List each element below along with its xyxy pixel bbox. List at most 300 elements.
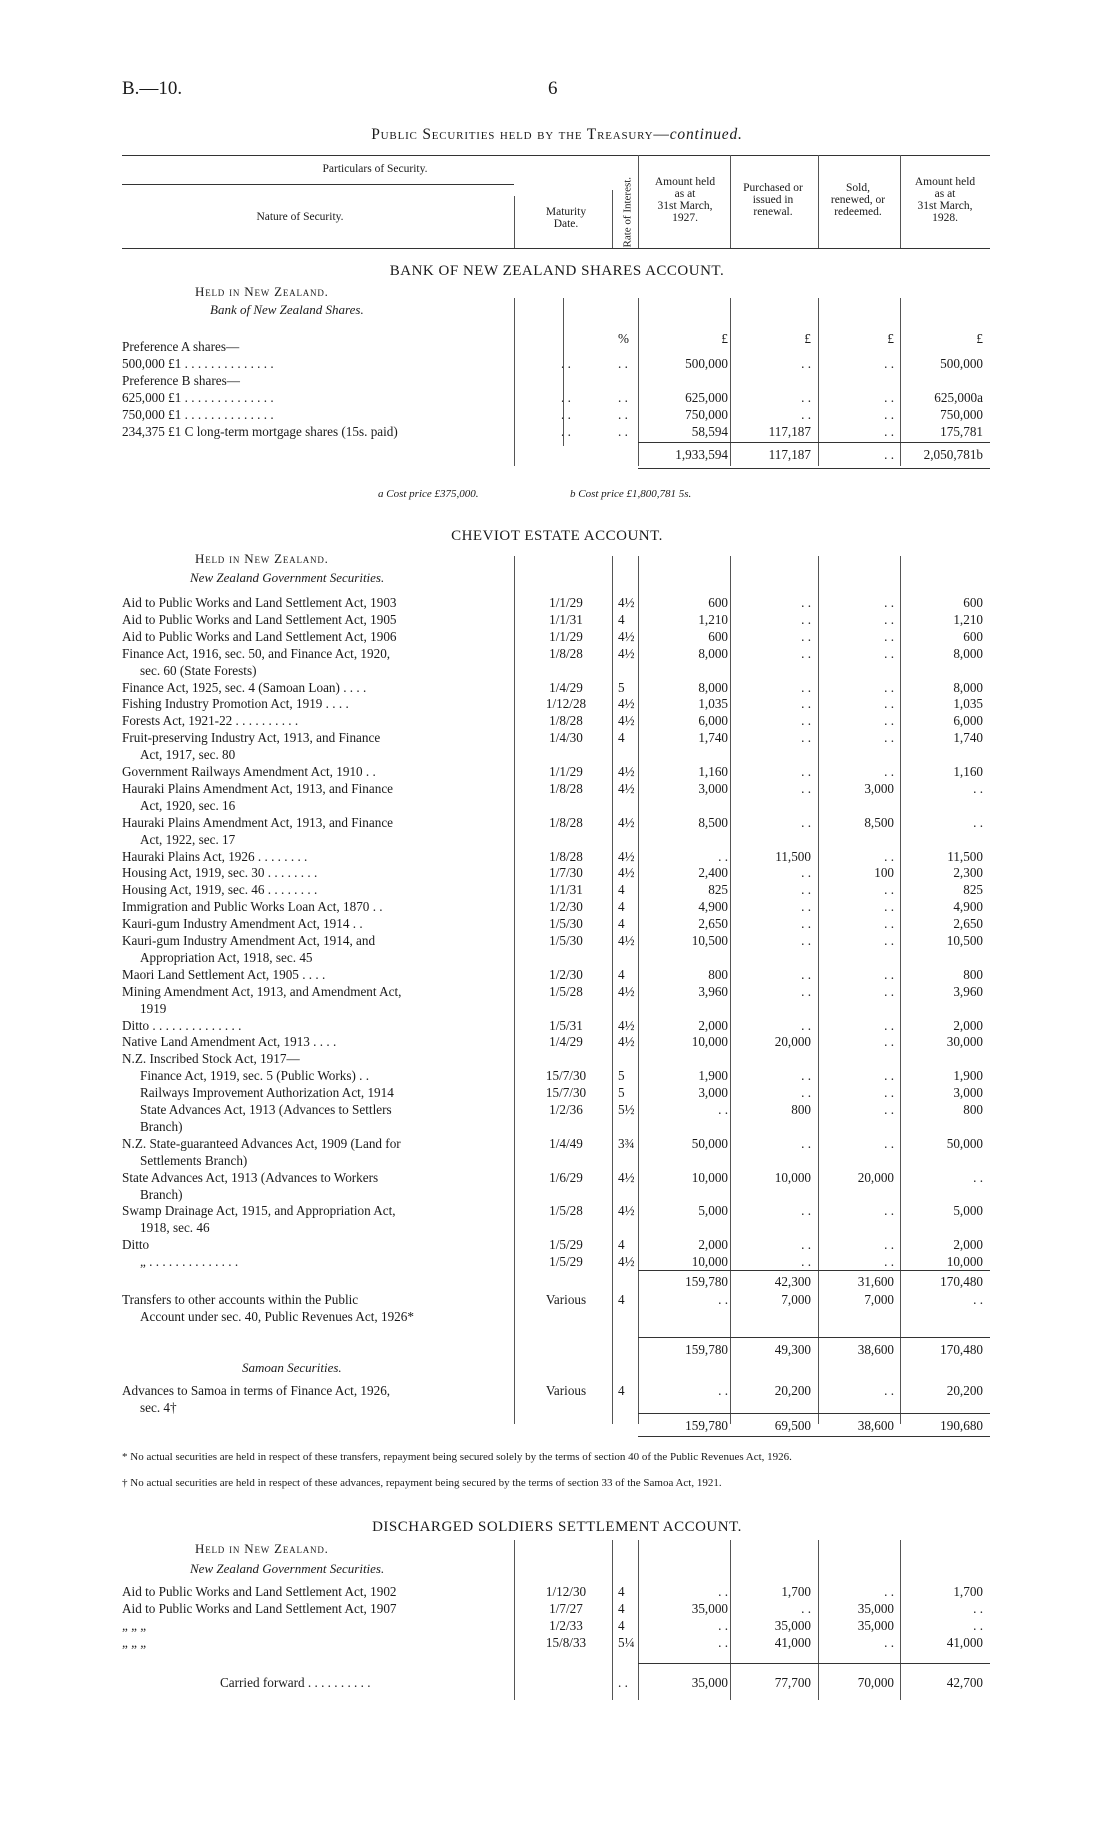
cell-sold: . . (884, 1635, 894, 1650)
table-row (0, 848, 1114, 865)
cell-held-1928: 825 (963, 882, 983, 898)
cell-held-1927: . . (718, 1292, 728, 1307)
cell-held-1928: 1,160 (953, 764, 983, 779)
held-heading-cheviot: Held in New Zealand. (195, 551, 329, 566)
cell-held-1928: . . (973, 814, 983, 830)
cell-maturity: . . (561, 390, 571, 405)
cell-purchased: 800 (791, 1102, 811, 1117)
cell-nature: Maori Land Settlement Act, 1905 . . . . (122, 966, 326, 982)
header-held-1928-line4: 1928. (932, 212, 958, 224)
header-particulars: Particulars of Security. (322, 163, 428, 175)
cell-nature: Hauraki Plains Act, 1926 . . . . . . . . (122, 848, 308, 864)
table-row (0, 645, 1114, 662)
section-title-cheviot: CHEVIOT ESTATE ACCOUNT. (451, 528, 663, 544)
table-row (0, 1202, 1114, 1219)
cell-nature: Finance Act, 1925, sec. 4 (Samoan Loan) . . . . (122, 679, 367, 695)
table-title (0, 126, 1114, 144)
cell-held-1928: 625,000a (934, 390, 983, 405)
cell-purchased: . . (801, 966, 811, 982)
cell-nature-cont: Act, 1922, sec. 17 (140, 831, 236, 847)
cell-maturity: 1/2/30 (549, 966, 583, 982)
cell-rate: 5 (618, 1085, 625, 1101)
cell-held-1928: 3,960 (953, 983, 983, 999)
table-row (0, 814, 1114, 831)
cell-held-1928: 600 (963, 595, 983, 610)
cell-maturity: 15/8/33 (545, 1635, 587, 1650)
unit-rate: % (618, 331, 629, 346)
cell-held-1928: 41,000 (946, 1635, 983, 1650)
cell-sold: . . (884, 1068, 894, 1084)
cell-nature-cont: „ . . . . . . . . . . . . . . (140, 1254, 239, 1270)
cell-held-1928: 4,900 (953, 899, 983, 915)
cell-held-1927: 159,780 (685, 1342, 728, 1357)
cheviot-total-row (0, 1417, 1114, 1434)
cell-held-1927: 500,000 (685, 356, 728, 371)
cell-held-1928: 1,700 (953, 1584, 983, 1599)
cell-rate: 4½ (618, 696, 635, 712)
cell-maturity: 1/6/29 (549, 1169, 583, 1185)
table-row (0, 372, 1114, 389)
cell-maturity: 1/1/29 (549, 628, 583, 644)
cell-maturity: 1/4/30 (549, 730, 583, 746)
cell-purchased: . . (801, 933, 811, 948)
table-row (0, 864, 1114, 881)
cell-rate: 4½ (618, 713, 635, 729)
cell-sold: . . (884, 1085, 894, 1101)
cell-nature: Transfers to other accounts within the Public (122, 1292, 359, 1307)
unit-held-1928: £ (976, 331, 983, 346)
unit-held-1927: £ (721, 331, 728, 346)
cell-held-1927: 3,000 (698, 780, 728, 796)
cell-held-1927: . . (718, 1383, 728, 1398)
cell-held-1927: 1,933,594 (675, 447, 728, 462)
cell-maturity: 15/7/30 (545, 1085, 587, 1101)
cell-purchased: . . (801, 1017, 811, 1033)
cell-rate: 4½ (618, 1203, 635, 1219)
cell-sold: 35,000 (857, 1618, 894, 1633)
table-row (0, 712, 1114, 729)
table-row (0, 1253, 1114, 1270)
table-row (0, 797, 1114, 814)
cell-nature: Housing Act, 1919, sec. 46 . . . . . . . . (122, 882, 318, 898)
table-row (0, 338, 1114, 355)
table-row (0, 1634, 1114, 1651)
cell-sold: 3,000 (864, 780, 894, 796)
cell-held-1927: 1,160 (698, 764, 728, 779)
cell-held-1927: 2,650 (698, 916, 728, 932)
unit-sold: £ (887, 331, 894, 346)
table-row (0, 1169, 1114, 1186)
cell-maturity: 1/5/28 (549, 1203, 583, 1219)
table-row (0, 1033, 1114, 1050)
cell-held-1928: 190,680 (940, 1418, 983, 1433)
cell-held-1927: . . (718, 1584, 728, 1599)
cell-sold: 20,000 (857, 1169, 894, 1185)
cell-maturity: . . (561, 424, 571, 439)
cell-purchased: 7,000 (781, 1292, 811, 1307)
table-row (0, 1067, 1114, 1084)
header-sold-line2: renewed, or (830, 194, 886, 206)
cell-purchased: . . (801, 1085, 811, 1101)
table-row (0, 746, 1114, 763)
cell-held-1927: . . (718, 1635, 728, 1650)
table-row (0, 881, 1114, 898)
cell-held-1927: 10,000 (691, 1254, 728, 1270)
page-number: 6 (548, 78, 558, 99)
cell-held-1927: 6,000 (698, 713, 728, 729)
cell-maturity: 1/12/30 (545, 1584, 587, 1599)
cell-sold: . . (884, 1102, 894, 1117)
cell-held-1928: . . (973, 1292, 983, 1307)
cell-maturity: . . (561, 356, 571, 371)
cell-rate: 4 (618, 1383, 625, 1398)
cell-sold: . . (884, 611, 894, 627)
table-row (0, 389, 1114, 406)
cell-rate: . . (618, 1675, 628, 1690)
cheviot-subtotal2-row (0, 1341, 1114, 1358)
table-row (0, 763, 1114, 780)
cell-held-1927: 35,000 (691, 1675, 728, 1690)
cell-purchased: 20,000 (774, 1034, 811, 1050)
cell-held-1928: 11,500 (947, 848, 983, 864)
cell-held-1928: 600 (963, 628, 983, 644)
cell-held-1928: 500,000 (940, 356, 983, 371)
cell-nature: Aid to Public Works and Land Settlement Act, 1907 (122, 1601, 397, 1616)
cell-sold: . . (884, 407, 894, 422)
cell-nature: Fishing Industry Promotion Act, 1919 . . . . (122, 696, 349, 712)
header-held-1927 (640, 176, 730, 224)
cell-maturity: . . (561, 407, 571, 422)
cell-held-1927: . . (718, 848, 728, 864)
table-row (0, 966, 1114, 983)
carried-forward-label: Carried forward . . . . . . . . . . (220, 1675, 371, 1690)
table-row (0, 1186, 1114, 1203)
samoa-row (0, 1382, 1114, 1399)
cell-rate: 4½ (618, 1254, 635, 1270)
header-held-1928-line2: as at (934, 188, 956, 200)
cell-purchased: 42,300 (774, 1274, 811, 1289)
cell-purchased: 41,000 (774, 1635, 811, 1650)
cell-rate: 5 (618, 679, 625, 695)
cell-held-1928: . . (973, 1169, 983, 1185)
cell-held-1928: 2,650 (953, 916, 983, 932)
cell-held-1928: 10,000 (946, 1254, 983, 1270)
cell-purchased: . . (801, 390, 811, 405)
cell-purchased: . . (801, 899, 811, 915)
cell-nature: 234,375 £1 C long-term mortgage shares (15s. paid) (122, 424, 398, 439)
table-row (0, 1583, 1114, 1600)
cell-maturity: 1/5/29 (549, 1237, 583, 1253)
table-row (0, 898, 1114, 915)
cell-rate: 4½ (618, 865, 635, 881)
cell-purchased: . . (801, 1135, 811, 1151)
cell-held-1927: 8,000 (698, 645, 728, 661)
table-row (0, 594, 1114, 611)
cell-purchased: . . (801, 865, 811, 881)
cell-rate: 4½ (618, 848, 635, 864)
cell-purchased: . . (801, 595, 811, 610)
cell-sold: 8,500 (864, 814, 894, 830)
cell-held-1927: 8,500 (698, 814, 728, 830)
cell-rate: 4½ (618, 645, 635, 661)
table-row (0, 406, 1114, 423)
cell-rate: 4 (618, 882, 625, 898)
header-held-1927-line2: as at (674, 188, 696, 200)
cell-held-1927: 1,210 (698, 611, 728, 627)
cell-purchased: . . (801, 1068, 811, 1084)
cell-nature: N.Z. Inscribed Stock Act, 1917— (122, 1051, 300, 1067)
cell-nature: N.Z. State-guaranteed Advances Act, 1909 (Land for (122, 1135, 401, 1151)
cell-rate: 4½ (618, 814, 635, 830)
cell-purchased: . . (801, 916, 811, 932)
cell-nature: Aid to Public Works and Land Settlement Act, 1905 (122, 611, 397, 627)
cell-sold: . . (884, 1383, 894, 1398)
cell-nature: Finance Act, 1916, sec. 50, and Finance Act, 1920, (122, 645, 391, 661)
cell-held-1927: 159,780 (685, 1274, 728, 1289)
cell-held-1927: 1,035 (698, 696, 728, 712)
cell-purchased: 77,700 (774, 1675, 811, 1690)
cell-nature-cont: Branch) (140, 1118, 183, 1134)
cell-held-1928: 5,000 (953, 1203, 983, 1219)
table-row (0, 695, 1114, 712)
cell-nature: Housing Act, 1919, sec. 30 . . . . . . . . (122, 865, 318, 881)
table-row (0, 1000, 1114, 1017)
cell-maturity: 1/5/30 (549, 933, 583, 948)
header-purchased-line3: renewal. (753, 206, 793, 218)
cell-sold: . . (884, 1237, 894, 1253)
cell-held-1928: . . (973, 780, 983, 796)
header-purchased-line1: Purchased or (743, 182, 803, 194)
note-b: b Cost price £1,800,781 5s. (570, 488, 692, 500)
cell-sold: . . (884, 696, 894, 712)
cell-nature-cont: Act, 1917, sec. 80 (140, 747, 236, 763)
cell-sold: . . (884, 882, 894, 898)
cell-purchased: . . (801, 730, 811, 746)
cell-sold: . . (884, 679, 894, 695)
table-row (0, 662, 1114, 679)
cell-held-1927: 50,000 (691, 1135, 728, 1151)
header-maturity-line2: Date. (553, 218, 579, 230)
cell-rate: 4½ (618, 628, 635, 644)
cell-maturity: 1/2/36 (549, 1102, 583, 1117)
cell-rate: 5½ (618, 1102, 635, 1117)
cell-held-1928: 50,000 (946, 1135, 983, 1151)
cell-held-1928: 800 (963, 966, 983, 982)
cell-nature: Kauri-gum Industry Amendment Act, 1914 . . (122, 916, 363, 932)
cell-maturity: 1/12/28 (545, 696, 587, 712)
table-row (0, 423, 1114, 440)
cell-purchased: . . (801, 764, 811, 779)
cell-purchased: . . (801, 983, 811, 999)
header-sold (816, 182, 900, 218)
header-held-1928-line1: Amount held (914, 176, 976, 188)
held-heading-soldiers: Held in New Zealand. (195, 1541, 329, 1556)
cell-sold: . . (884, 730, 894, 746)
cell-held-1928: 10,500 (946, 933, 983, 948)
cell-purchased: . . (801, 814, 811, 830)
cell-rate: 4 (618, 1237, 625, 1253)
cell-nature: Preference B shares— (122, 373, 240, 388)
cell-rate: 3¾ (618, 1135, 635, 1151)
header-maturity (528, 206, 604, 230)
cell-rate: 4 (618, 611, 625, 627)
cell-purchased: . . (801, 780, 811, 796)
cell-sold: . . (884, 1584, 894, 1599)
table-row (0, 1135, 1114, 1152)
cell-rate: . . (618, 424, 628, 439)
cell-held-1928: 2,300 (953, 865, 983, 881)
cell-held-1927: 10,500 (691, 933, 728, 948)
cell-nature: Fruit-preserving Industry Act, 1913, and Finance (122, 730, 381, 746)
header-held-1928 (902, 176, 988, 224)
cell-held-1927: 3,000 (698, 1085, 728, 1101)
cell-held-1927: 35,000 (691, 1601, 728, 1616)
cell-sold: 38,600 (857, 1342, 894, 1357)
cell-maturity: 1/4/29 (549, 1034, 583, 1050)
cell-held-1928: 800 (963, 1102, 983, 1117)
cell-nature-cont: sec. 60 (State Forests) (140, 662, 257, 678)
bank-total-row (0, 446, 1114, 463)
table-row (0, 628, 1114, 645)
cell-purchased: . . (801, 407, 811, 422)
cell-held-1927: 1,900 (698, 1068, 728, 1084)
cell-held-1928: 170,480 (940, 1342, 983, 1357)
cell-sold: . . (884, 1254, 894, 1270)
table-row (0, 1617, 1114, 1634)
cell-purchased: . . (801, 645, 811, 661)
header-rate: Rate of Interest. (621, 176, 634, 248)
cell-maturity: 1/8/28 (549, 645, 583, 661)
cell-rate: 5¼ (618, 1635, 635, 1650)
cell-rate: 4 (618, 1584, 625, 1599)
table-row (0, 932, 1114, 949)
cell-nature: Preference A shares— (122, 339, 240, 354)
cell-held-1928: 1,900 (953, 1068, 983, 1084)
cell-purchased: . . (801, 713, 811, 729)
table-row (0, 679, 1114, 696)
cell-nature: Government Railways Amendment Act, 1910 . . (122, 764, 376, 779)
cell-sold: . . (884, 713, 894, 729)
cell-purchased: . . (801, 1254, 811, 1270)
cell-held-1928: 8,000 (953, 645, 983, 661)
cell-nature-cont: Settlements Branch) (140, 1152, 248, 1168)
cell-rate: 4½ (618, 1169, 635, 1185)
header-purchased (728, 182, 818, 218)
cell-nature: 500,000 £1 . . . . . . . . . . . . . . (122, 356, 274, 371)
cell-rate: 4 (618, 1292, 625, 1307)
header-held-1927-line1: Amount held (654, 176, 716, 188)
cell-maturity: 15/7/30 (545, 1068, 587, 1084)
cell-rate: 5 (618, 1068, 625, 1084)
cell-nature: 625,000 £1 . . . . . . . . . . . . . . (122, 390, 274, 405)
cell-held-1927: . . (718, 1102, 728, 1117)
cell-rate: 4½ (618, 764, 635, 779)
carried-forward-row (0, 1674, 1114, 1691)
cell-rate: . . (618, 390, 628, 405)
transfers-row (0, 1291, 1114, 1308)
cell-sold: . . (884, 447, 894, 462)
cell-held-1927: . . (718, 1618, 728, 1633)
cell-rate: 4½ (618, 595, 635, 610)
cell-sold: 7,000 (864, 1292, 894, 1307)
cell-nature: Ditto (122, 1237, 150, 1253)
cell-nature-cont: Account under sec. 40, Public Revenues Act, 1926* (140, 1309, 414, 1324)
cell-held-1928: 3,000 (953, 1085, 983, 1101)
cell-nature: Aid to Public Works and Land Settlement Act, 1902 (122, 1584, 397, 1599)
cell-nature-cont: Finance Act, 1919, sec. 5 (Public Works) . . (140, 1068, 370, 1084)
cell-sold: . . (884, 966, 894, 982)
cell-nature: „ „ „ (122, 1618, 147, 1633)
cell-held-1927: 10,000 (691, 1169, 728, 1185)
cell-nature: 750,000 £1 . . . . . . . . . . . . . . (122, 407, 274, 422)
cell-purchased: 1,700 (781, 1584, 811, 1599)
cell-held-1928: . . (973, 1601, 983, 1616)
cell-held-1928: 6,000 (953, 713, 983, 729)
cell-sold: . . (884, 1203, 894, 1219)
cell-held-1928: 2,000 (953, 1237, 983, 1253)
cell-nature-cont: sec. 4† (140, 1400, 177, 1415)
cell-held-1927: 4,900 (698, 899, 728, 915)
cell-held-1927: 159,780 (685, 1418, 728, 1433)
cell-sold: . . (884, 595, 894, 610)
cell-purchased: 11,500 (775, 848, 811, 864)
cell-nature: Immigration and Public Works Loan Act, 1870 . . (122, 899, 383, 915)
held-heading-bank: Held in New Zealand. (195, 284, 329, 299)
cell-sold: . . (884, 356, 894, 371)
cell-sold: . . (884, 899, 894, 915)
table-row (0, 915, 1114, 932)
cell-maturity: 1/7/30 (549, 865, 583, 881)
note-a: a Cost price £375,000. (378, 488, 479, 500)
cell-held-1927: 5,000 (698, 1203, 728, 1219)
cell-nature: Aid to Public Works and Land Settlement Act, 1903 (122, 595, 397, 610)
cell-nature-cont: Appropriation Act, 1918, sec. 45 (140, 949, 313, 965)
cell-maturity: 1/4/29 (549, 679, 583, 695)
cell-maturity: Various (545, 1292, 587, 1307)
cell-held-1927: 8,000 (698, 679, 728, 695)
cell-sold: 70,000 (857, 1675, 894, 1690)
cell-purchased: 69,500 (774, 1418, 811, 1433)
footnote-transfers: * No actual securities are held in respect of these transfers, repayment being secured solely by the terms of section 40 of the Public Revenues Act, 1926. (122, 1451, 792, 1463)
cell-maturity: 1/1/31 (549, 611, 583, 627)
cell-rate: 4 (618, 730, 625, 746)
cell-purchased: 117,187 (768, 424, 811, 439)
cell-maturity: 1/8/28 (549, 848, 583, 864)
cell-sold: 100 (874, 865, 894, 881)
cell-maturity: 1/8/28 (549, 780, 583, 796)
cell-purchased: 20,200 (774, 1383, 811, 1398)
unit-purchased: £ (804, 331, 811, 346)
table-row (0, 1152, 1114, 1169)
cell-nature: Hauraki Plains Amendment Act, 1913, and Finance (122, 780, 394, 796)
table-row (0, 1050, 1114, 1067)
cell-purchased: . . (801, 611, 811, 627)
cell-nature: Kauri-gum Industry Amendment Act, 1914, and (122, 933, 376, 948)
cell-held-1928: 8,000 (953, 679, 983, 695)
section-title-bank: BANK OF NEW ZEALAND SHARES ACCOUNT. (389, 263, 725, 279)
cell-purchased: 117,187 (768, 447, 811, 462)
table-row (0, 1600, 1114, 1617)
cell-purchased: . . (801, 1203, 811, 1219)
table-row (0, 1017, 1114, 1034)
cell-maturity: 1/2/30 (549, 899, 583, 915)
cell-rate: 4½ (618, 1017, 635, 1033)
cell-sold: . . (884, 916, 894, 932)
cell-maturity: 1/7/27 (549, 1601, 583, 1616)
cell-held-1928: 2,000 (953, 1017, 983, 1033)
table-title-continued: continued. (669, 126, 743, 143)
table-row (0, 780, 1114, 797)
